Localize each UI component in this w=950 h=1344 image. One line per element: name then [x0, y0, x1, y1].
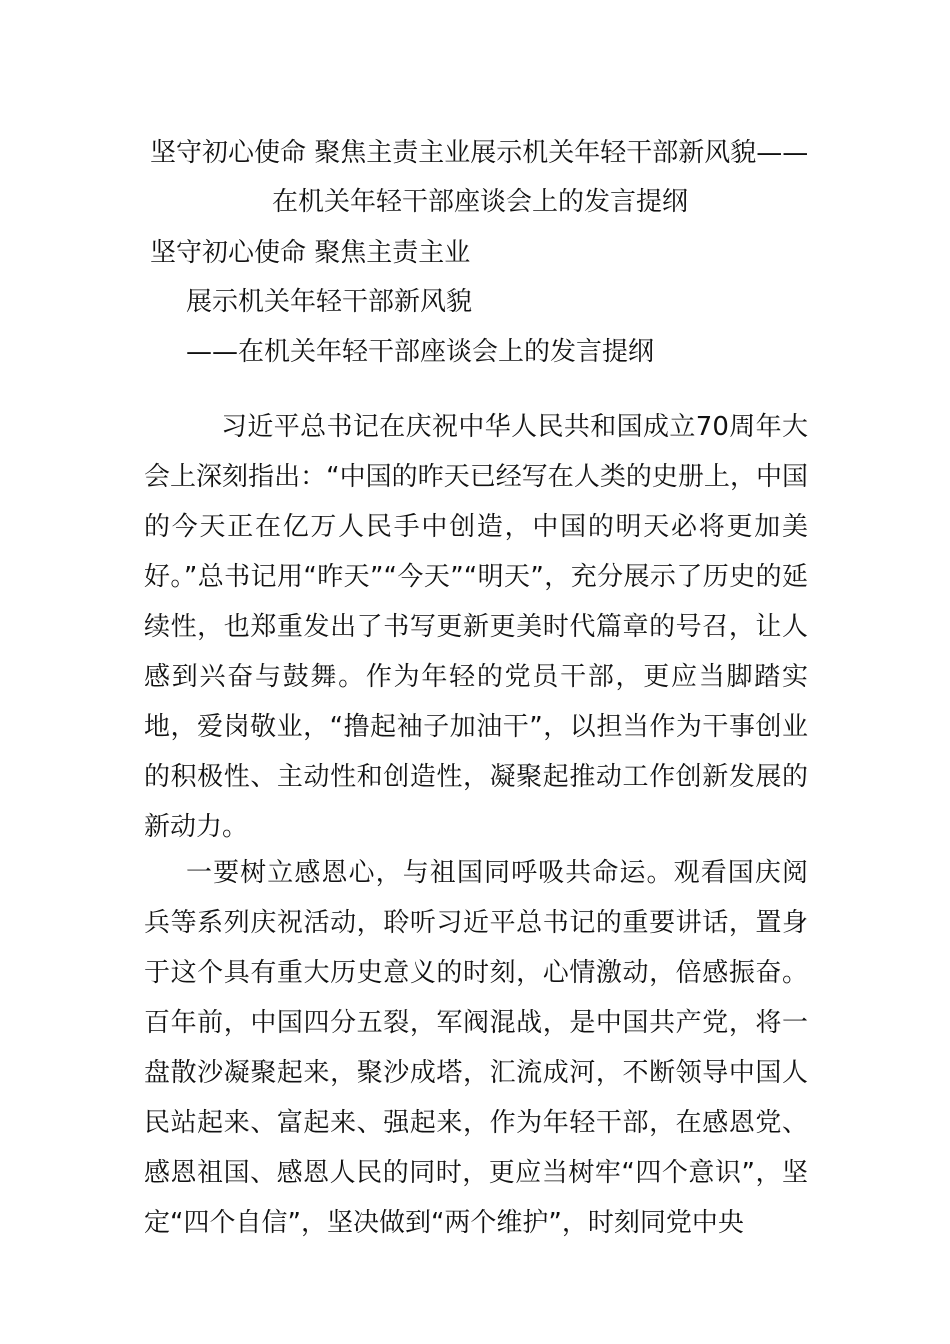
- body-paragraph-1: 习近平总书记在庆祝中华人民共和国成立70周年大会上深刻指出：“中国的昨天已经写在人类的史册上，中国的今天正在亿万人民手中创造，中国的明天必将更加美好。”总书记用“昨天”“今天”“明天”，充分展示了历史的延续性，也郑重发出了书写更新更美时代篇章的号召，让人感到兴奋与鼓舞。作为年轻的党员干部，更应当脚踏实地，爱岗敬业，“撸起袖子加油干”，以担当作为干事创业的积极性、主动性和创造性，凝聚起推动工作创新发展的新动力。: [144, 412, 808, 842]
- subtitle-line-1: 坚守初心使命 聚焦主责主业: [150, 238, 471, 268]
- document-title-line-1: 坚守初心使命 聚焦主责主业展示机关年轻干部新风貌——: [150, 138, 809, 168]
- document-title-line-2: 在机关年轻干部座谈会上的发言提纲: [272, 187, 689, 217]
- subtitle-line-2: 展示机关年轻干部新风貌: [186, 287, 473, 317]
- subtitle-line-3: ——在机关年轻干部座谈会上的发言提纲: [186, 337, 655, 367]
- body-paragraph-2: 一要树立感恩心，与祖国同呼吸共命运。观看国庆阅兵等系列庆祝活动，聆听习近平总书记的重要讲话，置身于这个具有重大历史意义的时刻，心情激动，倍感振奋。百年前，中国四分五裂，军阀混战，是中国共产党，将一盘散沙凝聚起来，聚沙成塔，汇流成河，不断领导中国人民站起来、富起来、强起来，作为年轻干部，在感恩党、感恩祖国、感恩人民的同时，更应当树牢“四个意识”，坚定“四个自信”，坚决做到“两个维护”，时刻同党中央: [144, 858, 808, 1238]
